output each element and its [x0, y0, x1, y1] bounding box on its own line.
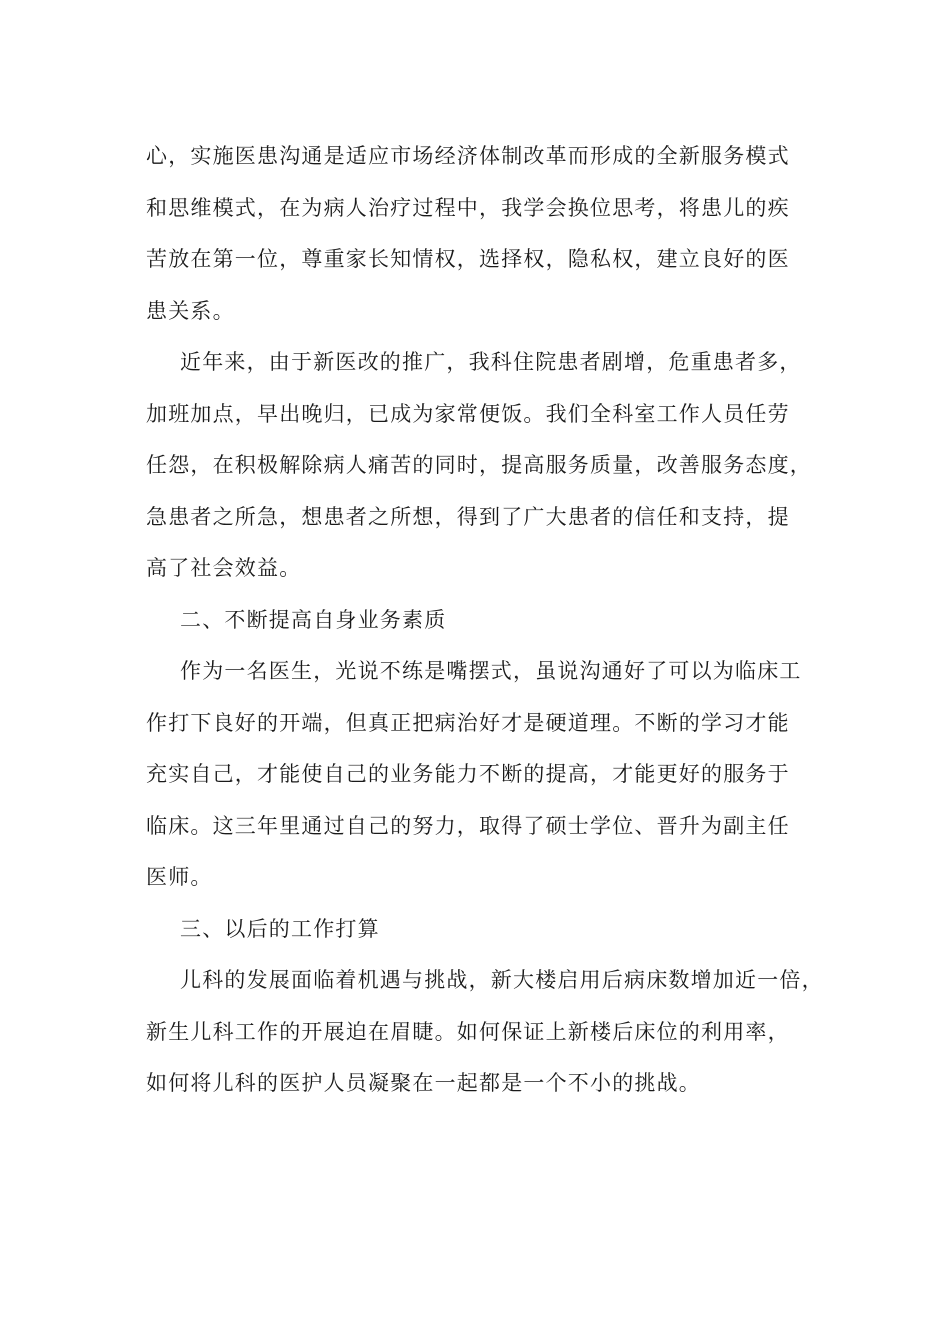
text-line: 高了社会效益。: [146, 556, 302, 580]
text-line: 加班加点，早出晚归，已成为家常便饭。我们全科室工作人员任劳: [146, 401, 790, 426]
paragraph-future-plans: [146, 955, 824, 1110]
text-line: 临床。这三年里通过自己的努力，取得了硕士学位、晋升为副主任: [146, 813, 790, 838]
document-body: [146, 131, 824, 1110]
text-line: 和思维模式，在为病人治疗过程中，我学会换位思考，将患儿的疾: [146, 195, 790, 220]
section-heading-text: 二、不断提高自身业务素质: [180, 607, 447, 632]
text-line: 医师。: [146, 865, 213, 889]
section-heading-text: 三、以后的工作打算: [180, 916, 380, 941]
text-line: 作打下良好的开端，但真正把病治好才是硬道理。不断的学习才能: [146, 710, 790, 735]
paragraph-doctor-patient-communication: [146, 131, 806, 337]
text-line: 近年来，由于新医改的推广，我科住院患者剧增，危重患者多，: [180, 350, 802, 374]
text-line: 急患者之所急，想患者之所想，得到了广大患者的信任和支持，提: [146, 504, 790, 529]
paragraph-recent-years: [146, 337, 812, 595]
text-line: 心，实施医患沟通是适应市场经济体制改革而形成的全新服务模式: [146, 144, 790, 168]
paragraph-professional-quality: [146, 646, 806, 904]
section-heading-2: [146, 595, 806, 647]
text-line: 如何将儿科的医护人员凝聚在一起都是一个不小的挑战。: [146, 1071, 701, 1095]
text-line: 充实自己，才能使自己的业务能力不断的提高，才能更好的服务于: [146, 762, 790, 786]
section-heading-3: [146, 904, 806, 956]
text-line: 患关系。: [146, 298, 235, 323]
text-line: 作为一名医生，光说不练是嘴摆式，虽说沟通好了可以为临床工: [180, 659, 802, 683]
text-line: 苦放在第一位，尊重家长知情权，选择权，隐私权，建立良好的医: [146, 247, 790, 271]
text-line: 新生儿科工作的开展迫在眉睫。如何保证上新楼后床位的利用率，: [146, 1019, 790, 1044]
text-line: 任怨，在积极解除病人痛苦的同时，提高服务质量，改善服务态度，: [146, 453, 812, 477]
text-line: 儿科的发展面临着机遇与挑战，新大楼启用后病床数增加近一倍，: [180, 968, 824, 992]
